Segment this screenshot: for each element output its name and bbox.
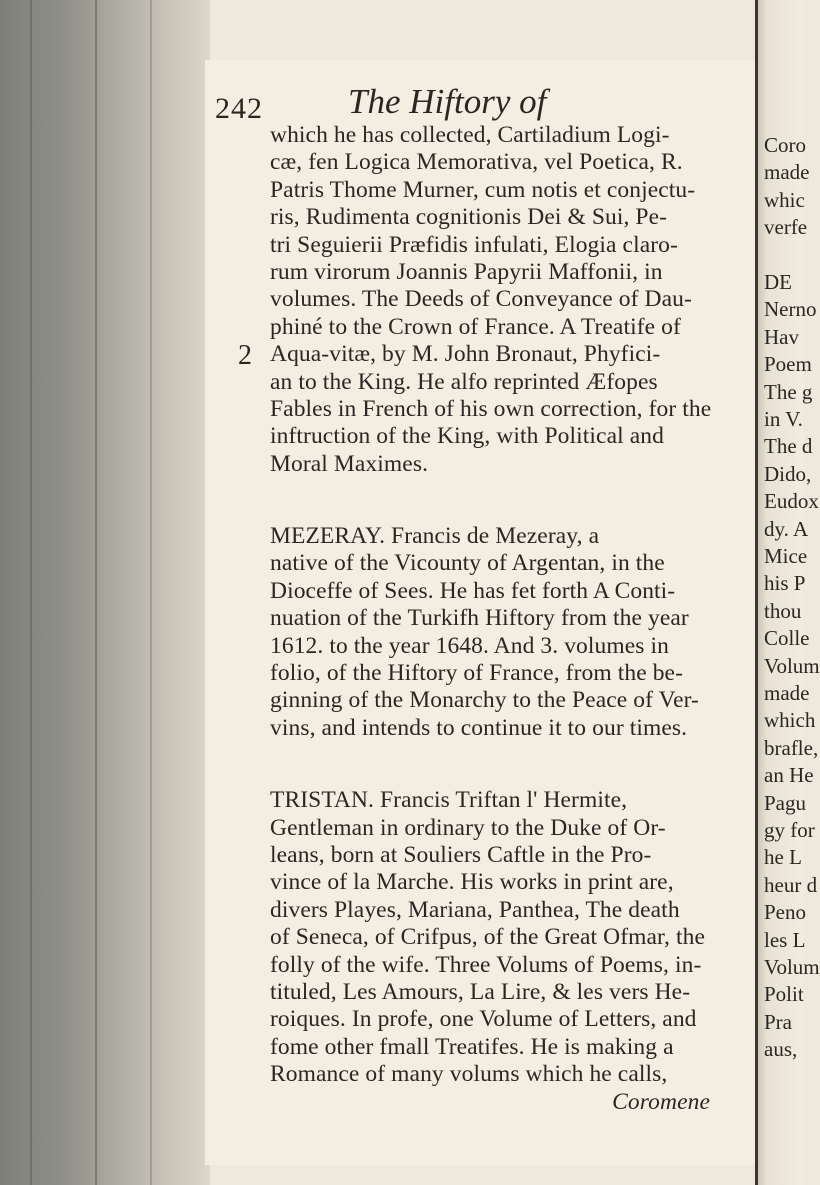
binding-gutter (0, 0, 210, 1185)
facing-page-fragment: gy for (764, 818, 815, 842)
facing-page-fragment: Coro (764, 133, 806, 157)
facing-page-fragment: DE (764, 270, 792, 294)
facing-page-fragment: heur d (764, 872, 818, 897)
margin-number: 2 (238, 340, 252, 371)
text-line: roiques. In profe, one Volume of Letters, and (270, 1006, 697, 1033)
gutter-shadow (95, 0, 97, 1185)
text-line: folly of the wife. Three Volums of Poems, in- (270, 951, 702, 978)
text-line: rum virorum Joannis Papyrii Maffonii, in (270, 258, 663, 285)
text-line (270, 478, 740, 523)
facing-page-fragment: in V. (764, 407, 803, 431)
facing-page-fragment: Pra (764, 1009, 792, 1034)
text-line: phiné to the Crown of France. A Treatife of (270, 313, 681, 340)
facing-page-fragment: made (764, 681, 810, 705)
text-line: of Seneca, of Crifpus, of the Great Ofmar, the (270, 924, 705, 951)
text-line: Patris Thome Murner, cum notis et conjectu- (270, 176, 696, 203)
facing-page-fragment: he L (764, 845, 802, 870)
facing-page-fragment: The g (764, 379, 813, 404)
text-line: 1612. to the year 1648. And 3. volumes in (270, 632, 669, 659)
text-line: fome other fmall Treatifes. He is making a (270, 1033, 674, 1060)
text-line: Romance of many volums which he calls, (270, 1061, 668, 1088)
facing-page-fragment: Volum (764, 955, 820, 979)
facing-page-fragment: Mice (764, 544, 808, 568)
text-line: divers Playes, Mariana, Panthea, The death (270, 896, 680, 923)
body-text (270, 122, 740, 1116)
facing-page-fragment: Volum (764, 653, 820, 678)
facing-page-fragment: thou (764, 598, 802, 623)
facing-page-fragment: Polit (764, 982, 804, 1007)
page-number: 242 (215, 92, 263, 125)
facing-page-fragment: brafle, (764, 735, 819, 760)
facing-page-fragment: Pagu (764, 790, 806, 815)
facing-page-fragment: Hav (764, 324, 799, 349)
facing-page-fragment: Eudox (764, 489, 819, 514)
facing-page-fragment: Poem (764, 352, 812, 377)
text-line: volumes. The Deeds of Conveyance of Dau- (270, 286, 692, 313)
catchword: Coromene (612, 1088, 710, 1115)
text-line: folio, of the Hiftory of France, from the be- (270, 660, 684, 687)
text-line: ris, Rudimenta cognitionis Dei & Sui, Pe- (270, 204, 668, 231)
text-line: ginning of the Monarchy to the Peace of Ver- (270, 687, 699, 714)
text-line: MEZERAY. Francis de Mezeray, a (270, 523, 600, 550)
gutter-shadow (30, 0, 32, 1185)
text-line: Dioceffe of Sees. He has fet forth A Conti- (270, 577, 676, 604)
facing-page-fragment: dy. A (764, 516, 809, 541)
text-line: Aqua-vitæ, by M. John Bronaut, Phyfici- (270, 341, 661, 368)
text-line: vince of la Marche. His works in print are, (270, 869, 674, 896)
facing-page-fragment: Colle (764, 626, 810, 651)
facing-page-fragment: made (764, 160, 810, 185)
gutter-shadow (150, 0, 152, 1185)
text-line (270, 742, 740, 787)
facing-page-fragment: aus, (764, 1037, 798, 1062)
facing-page-fragment: The d (764, 434, 813, 459)
facing-page-fragment: Peno (764, 900, 806, 925)
text-line: which he has collected, Cartiladium Logi- (270, 122, 670, 148)
facing-page-fragment: les L (764, 927, 806, 952)
facing-page-fragment: his P (764, 571, 806, 596)
text-line: nuation of the Turkifh Hiftory from the year (270, 605, 689, 632)
text-line: an to the King. He alfo reprinted Æfopes (270, 368, 658, 395)
running-head: The Hiftory of (348, 82, 547, 121)
text-line: tri Seguierii Præfidis infulati, Elogia claro- (270, 231, 678, 258)
text-line: Moral Maximes. (270, 450, 429, 477)
facing-page-edge (755, 0, 820, 1185)
facing-page-fragment: which (764, 708, 816, 733)
text-line: cæ, fen Logica Memorativa, vel Poetica, R. (270, 149, 683, 176)
text-line: TRISTAN. Francis Triftan l' Hermite, (270, 787, 628, 814)
text-line: native of the Vicounty of Argentan, in the (270, 550, 665, 577)
facing-page-fragment: Dido, (764, 461, 812, 486)
facing-page-fragment: verfe (764, 215, 808, 240)
text-line: Gentleman in ordinary to the Duke of Or- (270, 814, 666, 841)
text-line: tituled, Les Amours, La Lire, & les vers He- (270, 978, 691, 1005)
text-line: Fables in French of his own correction, for the (270, 395, 712, 422)
text-line: leans, born at Souliers Caftle in the Pro- (270, 841, 652, 868)
facing-page-fragment: Nerno (764, 297, 817, 322)
text-line: vins, and intends to continue it to our times. (270, 714, 688, 741)
facing-page-fragment: an He (764, 763, 814, 788)
text-line: inftruction of the King, with Political and (270, 423, 664, 450)
facing-page-fragment: whic (764, 187, 805, 212)
